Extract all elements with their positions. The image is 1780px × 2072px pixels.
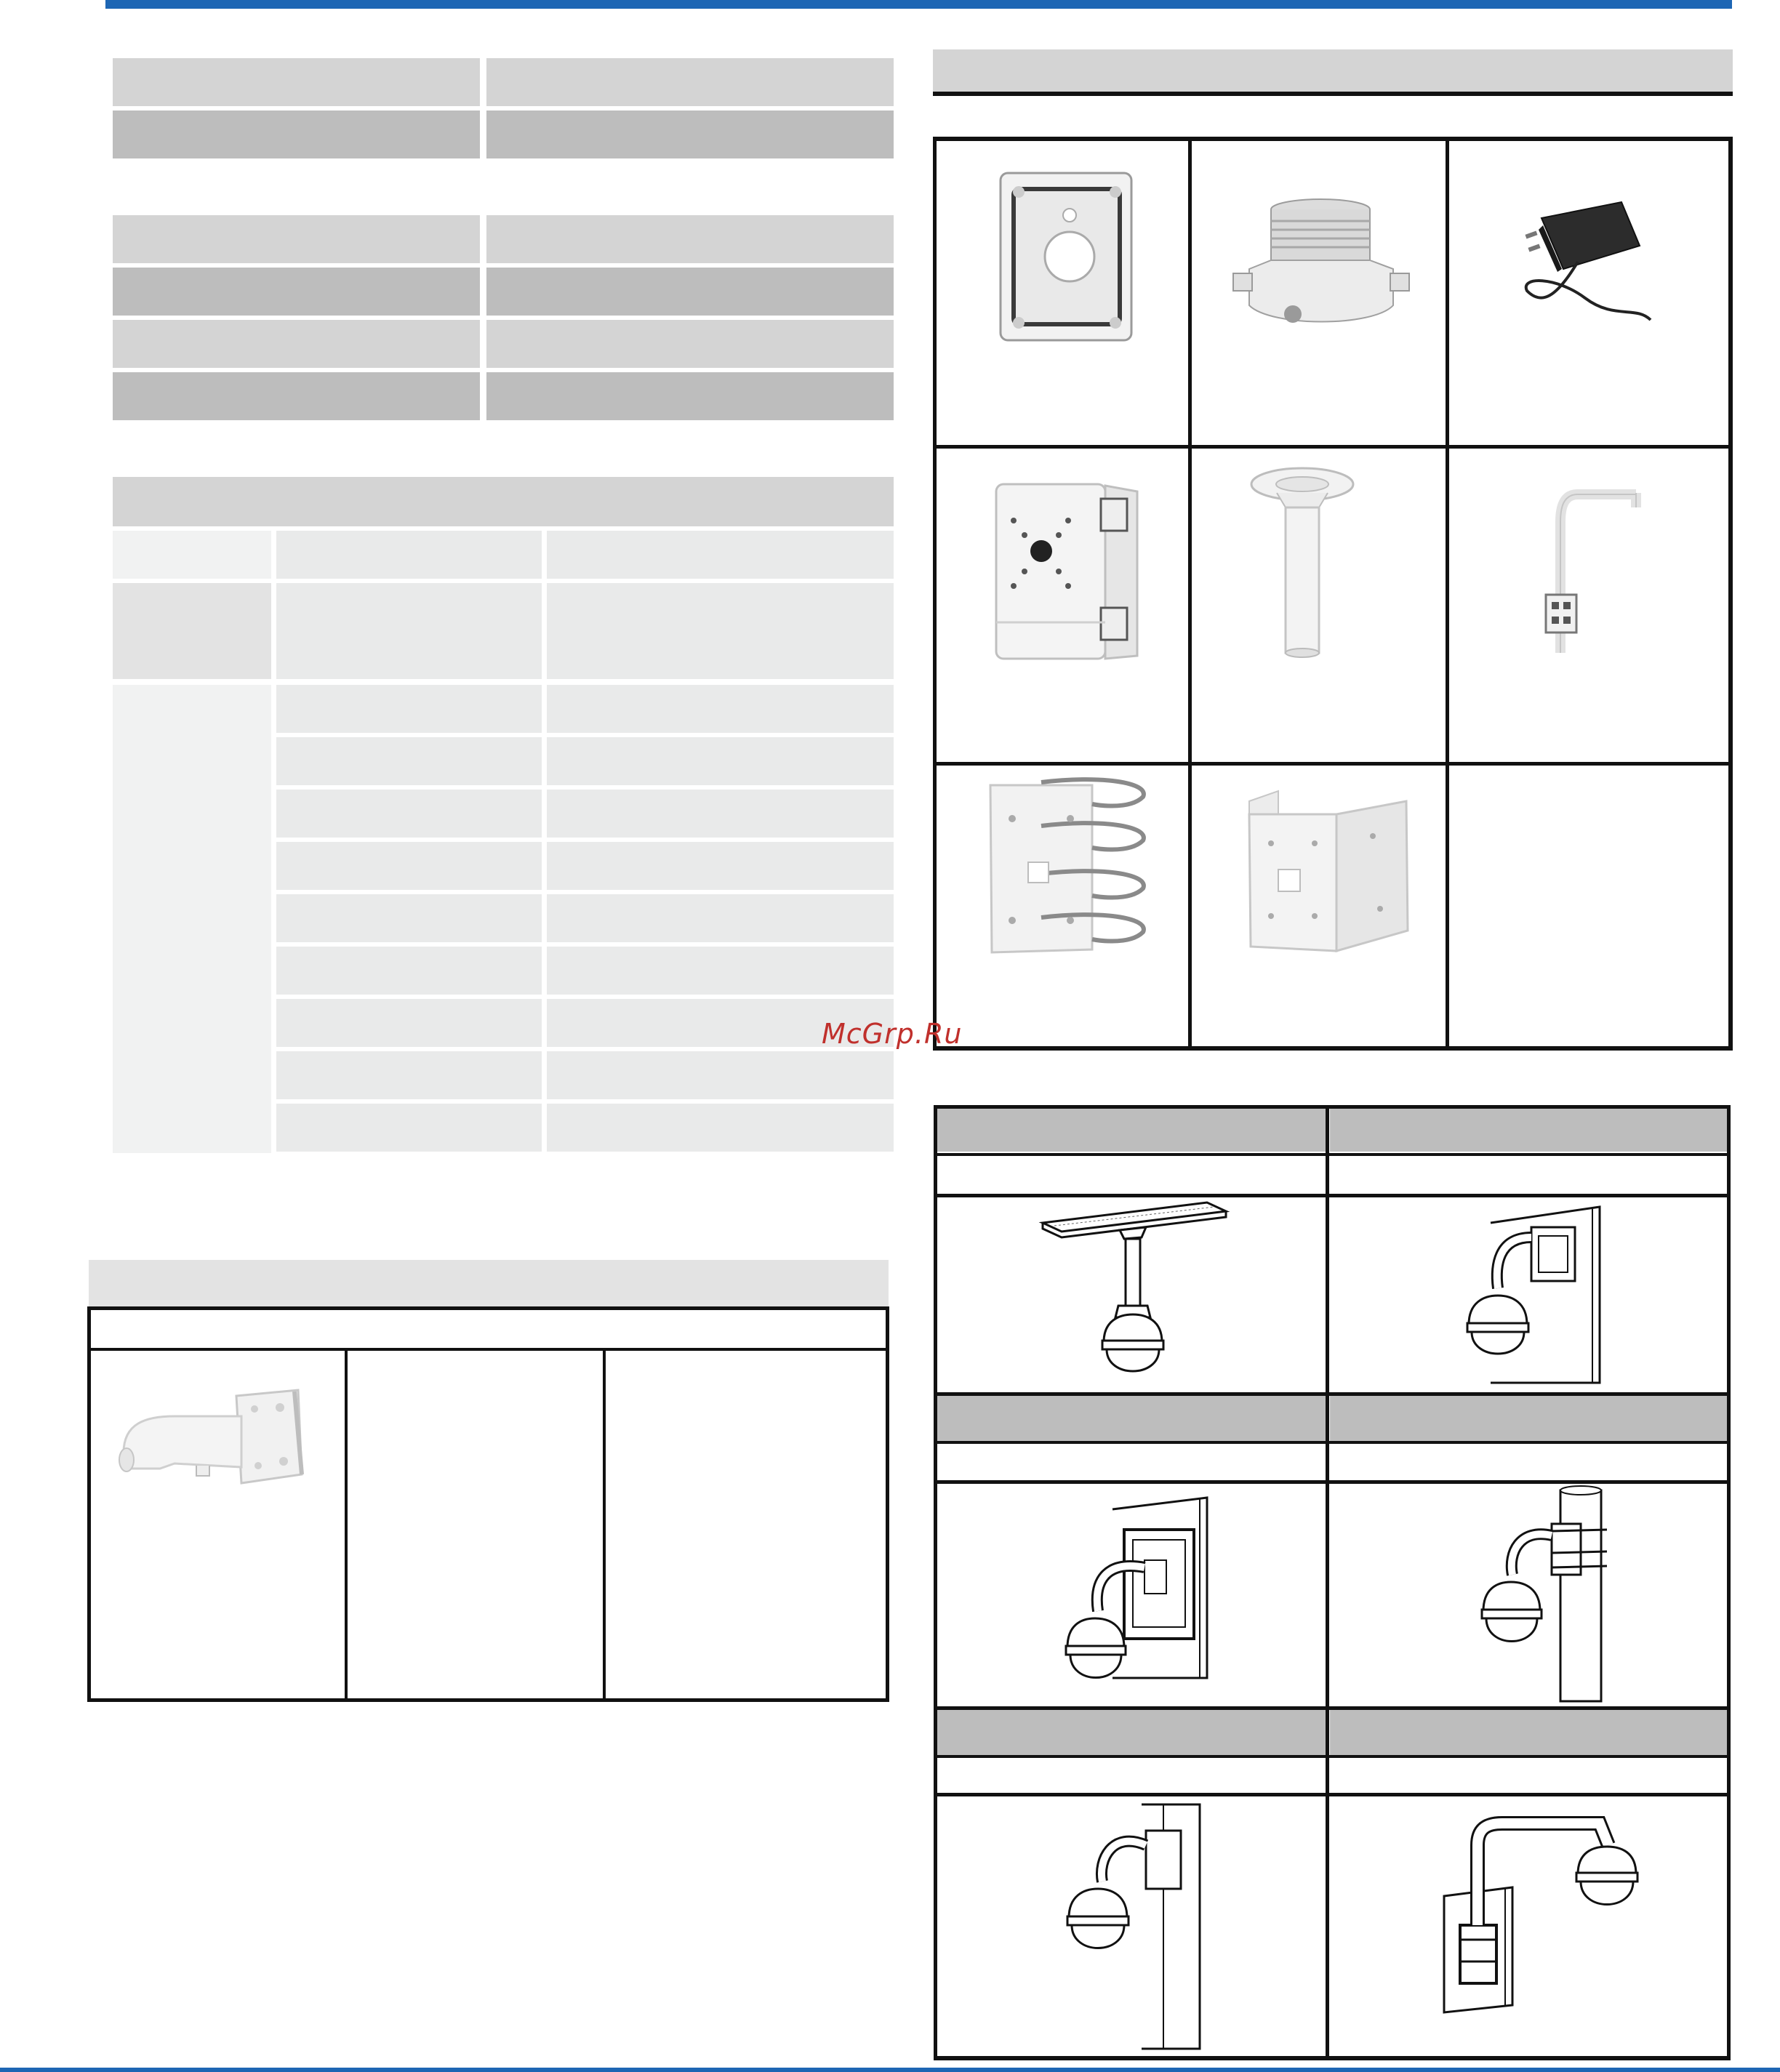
table-cell <box>276 1051 542 1099</box>
divider <box>934 1105 937 2060</box>
divider <box>603 1348 606 1701</box>
table-cell <box>486 215 894 263</box>
table-title <box>113 477 894 526</box>
table-cell <box>486 320 894 368</box>
table-cell <box>113 268 480 316</box>
divider <box>934 1706 1731 1710</box>
table-cell <box>276 685 542 733</box>
table-cell <box>486 58 894 106</box>
table-cell <box>276 583 542 679</box>
divider <box>933 1046 1733 1051</box>
table-cell <box>1330 1710 1728 1755</box>
divider <box>933 445 1733 449</box>
panel-title <box>89 1260 889 1306</box>
divider <box>933 92 1733 96</box>
pole-junction-box-icon <box>992 477 1144 666</box>
table-cell <box>113 531 271 579</box>
divider <box>933 137 1733 141</box>
divider <box>934 1105 1731 1109</box>
table-cell <box>276 1104 542 1152</box>
junction-box-icon <box>993 166 1139 348</box>
table-cell <box>276 790 542 838</box>
header-bar <box>105 0 1732 9</box>
footer-bar <box>0 2068 1780 2072</box>
table-cell <box>547 583 894 679</box>
table-cell <box>276 737 542 785</box>
table-cell <box>547 1104 894 1152</box>
table-cell <box>113 215 480 263</box>
wall-mount-install-icon <box>1454 1201 1614 1390</box>
pole-mount-install-icon <box>1462 1487 1621 1698</box>
pendant-adapter-icon <box>1227 196 1416 349</box>
gooseneck-wall-install-icon <box>1440 1802 1651 2049</box>
table-cell <box>937 1396 1327 1441</box>
table-cell <box>547 842 894 890</box>
divider <box>934 1755 1731 1758</box>
divider <box>934 2056 1731 2060</box>
table-cell <box>276 842 542 890</box>
table-cell <box>547 737 894 785</box>
table-cell <box>276 894 542 942</box>
table-cell <box>486 268 894 316</box>
divider <box>87 1306 91 1701</box>
table-cell <box>113 685 271 1153</box>
table-cell <box>547 790 894 838</box>
divider <box>1446 137 1449 1051</box>
divider <box>87 1698 889 1702</box>
table-cell <box>486 372 894 420</box>
gooseneck-mount-icon <box>1534 486 1643 660</box>
ceiling-pendant-install-icon <box>1040 1197 1229 1386</box>
table-cell <box>113 58 480 106</box>
watermark: McGrp.Ru <box>822 1018 963 1050</box>
table-cell <box>1330 1396 1728 1441</box>
divider <box>934 1153 1731 1156</box>
table-cell <box>113 583 271 679</box>
divider <box>886 1306 889 1701</box>
wall-junction-box-install-icon <box>1054 1487 1229 1698</box>
table-cell <box>547 685 894 733</box>
corner-mount-install-icon <box>1054 1802 1229 2049</box>
table-cell <box>276 947 542 995</box>
divider <box>1728 137 1733 1051</box>
divider <box>934 1480 1731 1484</box>
pole-mount-bracket-icon <box>983 775 1158 957</box>
divider <box>87 1306 889 1310</box>
table-cell <box>937 1710 1327 1755</box>
corner-mount-bracket-icon <box>1242 785 1416 960</box>
panel-title <box>933 49 1733 92</box>
table-cell <box>486 111 894 158</box>
table-cell <box>113 320 480 368</box>
pendant-pipe-mount-icon <box>1248 464 1357 667</box>
table-cell <box>547 1051 894 1099</box>
divider <box>933 762 1733 766</box>
table-cell <box>1330 1108 1728 1152</box>
divider <box>345 1348 348 1701</box>
table-cell <box>547 531 894 579</box>
table-cell <box>113 111 480 158</box>
divider <box>934 1793 1731 1796</box>
divider <box>1326 1105 1329 2060</box>
table-cell <box>547 894 894 942</box>
power-adapter-icon <box>1512 196 1658 342</box>
table-cell <box>276 999 542 1047</box>
divider <box>934 1392 1731 1396</box>
divider <box>87 1348 889 1351</box>
table-cell <box>937 1108 1327 1152</box>
divider <box>933 137 937 1051</box>
divider <box>1188 137 1192 1051</box>
divider <box>934 1441 1731 1444</box>
divider <box>1727 1105 1731 2060</box>
table-cell <box>547 947 894 995</box>
wall-mount-bracket-icon <box>116 1387 305 1525</box>
table-cell <box>113 372 480 420</box>
table-cell <box>276 531 542 579</box>
